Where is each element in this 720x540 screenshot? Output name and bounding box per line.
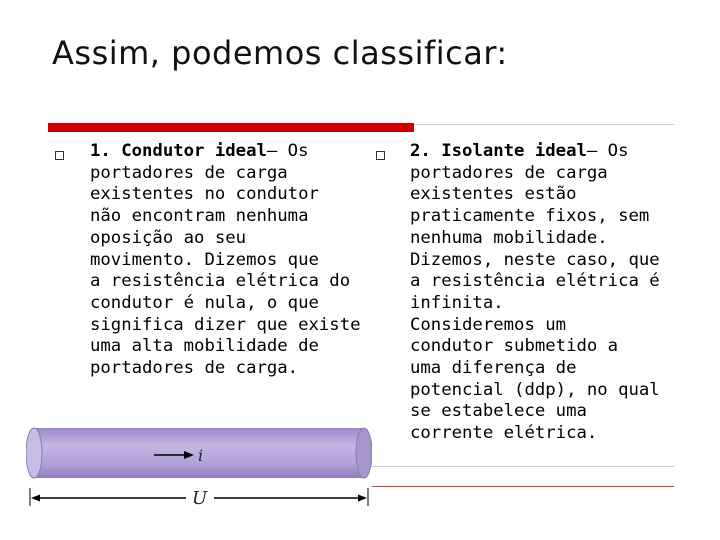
right-item-line: Consideremos um [410, 314, 567, 335]
right-item-line: praticamente fixos, sem [410, 206, 650, 227]
right-item-text [410, 141, 660, 445]
left-item-line: portadores de carga [90, 162, 288, 183]
left-item-line: significa dizer que existe [90, 314, 361, 335]
right-item-line: nenhuma mobilidade. [410, 227, 608, 248]
left-item-line: a resistência elétrica do [90, 271, 351, 292]
right-item-line: existentes estão [410, 184, 577, 205]
left-item-first-line [90, 141, 361, 163]
square-bullet-icon [55, 151, 64, 160]
left-item-line: portadores de carga. [90, 358, 299, 379]
left-item-line: uma alta mobilidade de [90, 336, 319, 357]
title-accent-bar [48, 123, 414, 132]
right-item-line: uma diferença de [410, 358, 577, 379]
left-item-line: existentes no condutor [90, 184, 319, 205]
right-item-line: corrente elétrica. [410, 423, 598, 444]
right-item-heading: 2. Isolante ideal [410, 141, 587, 161]
current-label: i [198, 446, 204, 465]
right-item-first-line-rest: – Os [586, 141, 629, 161]
right-item-line: condutor submetido a [410, 336, 619, 357]
left-item-line: movimento. Dizemos que [90, 249, 319, 270]
right-item-first-line [410, 141, 660, 163]
right-item-line: Dizemos, neste caso, que [410, 249, 660, 270]
left-item-heading: 1. Condutor ideal [90, 141, 267, 161]
right-item-line: portadores de carga [410, 162, 608, 183]
right-item-line: potencial (ddp), no qual [410, 379, 660, 400]
footer-accent-line [372, 486, 674, 487]
right-item-line: a resistência elétrica é [410, 271, 660, 292]
left-item-text [90, 141, 361, 380]
left-item-line: oposição ao seu [90, 227, 247, 248]
left-item-first-line-rest: – Os [266, 141, 309, 161]
square-bullet-icon [376, 151, 385, 160]
right-item-line: se estabelece uma [410, 401, 587, 422]
conductor-diagram [26, 420, 372, 512]
left-item-line: condutor é nula, o que [90, 292, 319, 313]
voltage-label: U [192, 488, 208, 509]
left-item-line: não encontram nenhuma [90, 206, 309, 227]
slide-title: Assim, podemos classificar: [52, 34, 508, 72]
right-item-line: infinita. [410, 292, 504, 313]
footer-divider [372, 466, 674, 467]
